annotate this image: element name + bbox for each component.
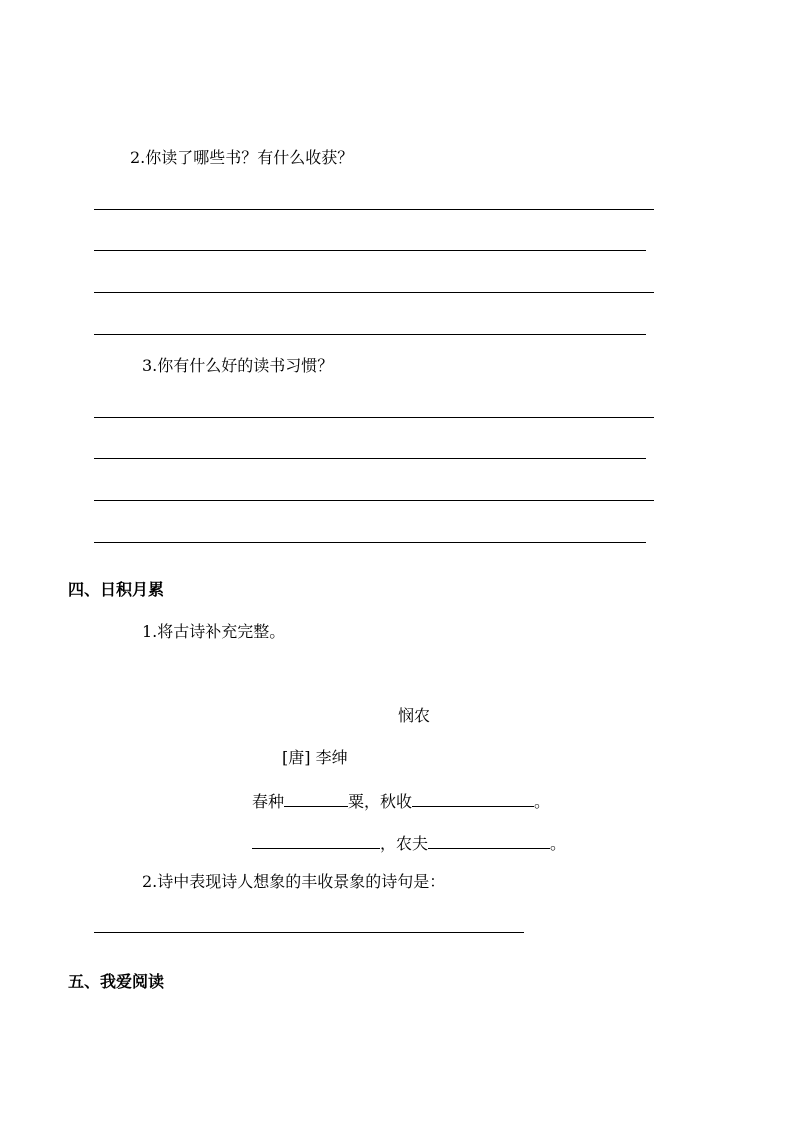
answer-line[interactable] xyxy=(94,932,524,933)
fill-blank[interactable] xyxy=(428,834,550,849)
answer-line[interactable] xyxy=(94,250,646,251)
section-heading: 五、我爱阅读 xyxy=(68,972,165,991)
poem-text: 。 xyxy=(550,834,567,853)
poem-text: ，农夫 xyxy=(380,834,429,853)
question-3: 3.你有什么好的读书习惯？ xyxy=(142,356,334,375)
section-heading: 四、日积月累 xyxy=(68,580,165,599)
answer-line[interactable] xyxy=(94,500,654,501)
poem-text: 。 xyxy=(534,792,551,811)
answer-line[interactable] xyxy=(94,458,646,459)
poem-text: 粟，秋收 xyxy=(348,792,413,811)
poem-text: 春种 xyxy=(252,792,285,811)
fill-blank[interactable] xyxy=(284,792,348,807)
answer-line[interactable] xyxy=(94,334,646,335)
answer-line[interactable] xyxy=(94,209,654,210)
answer-line[interactable] xyxy=(94,417,654,418)
question-2b: 2.诗中表现诗人想象的丰收景象的诗句是： xyxy=(142,872,446,891)
question-1: 1.将古诗补充完整。 xyxy=(142,622,286,641)
fill-blank[interactable] xyxy=(412,792,534,807)
question-2: 2.你读了哪些书？有什么收获？ xyxy=(130,148,354,167)
poem-author: [唐] 李绅 xyxy=(282,748,348,767)
poem-line-2 xyxy=(252,834,566,852)
poem-line-1 xyxy=(252,792,550,810)
answer-line[interactable] xyxy=(94,542,646,543)
answer-line[interactable] xyxy=(94,292,654,293)
fill-blank[interactable] xyxy=(252,834,380,849)
poem-title: 悯农 xyxy=(398,706,431,725)
